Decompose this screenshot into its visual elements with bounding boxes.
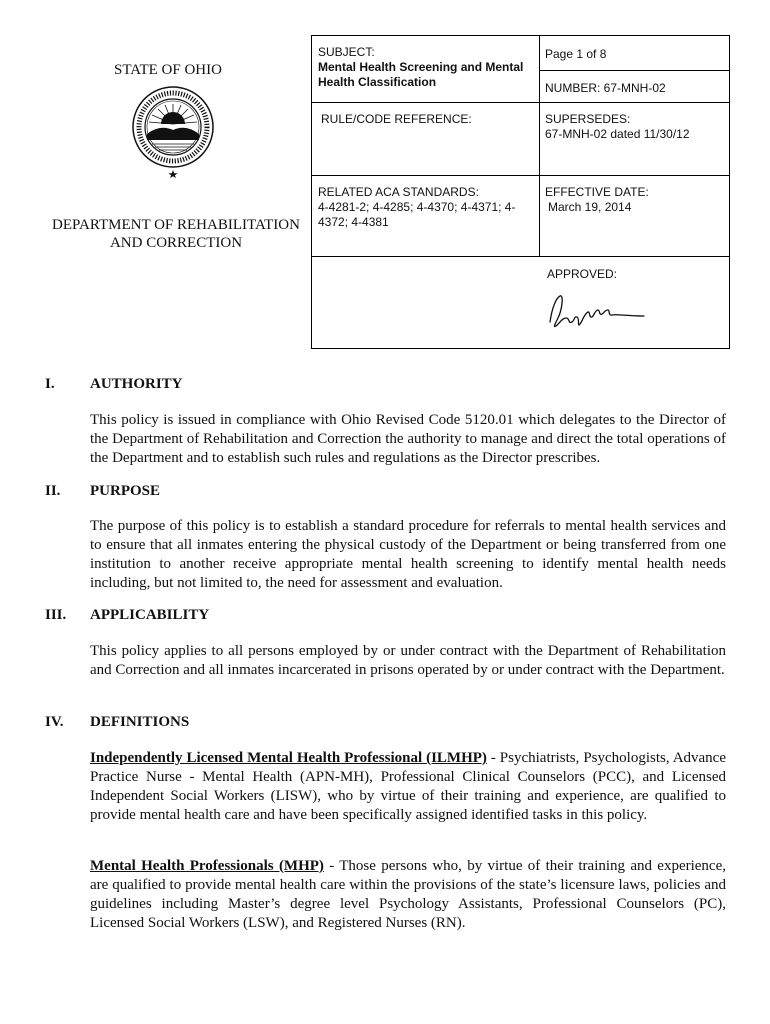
department-name: DEPARTMENT OF REHABILITATION AND CORRECTION	[52, 217, 300, 251]
authority-paragraph: This policy is issued in compliance with Ohio Revised Code 5120.01 which delegates to the Director of the Department of Rehabilitation and Correction the authority to manage and direct the total operations of the Department and to establish such rules and regulations as the Director prescribes.	[90, 412, 726, 466]
section-heading-authority	[45, 376, 183, 393]
section-title: DEFINITIONS	[90, 714, 190, 730]
effective-date-value: March 19, 2014	[548, 200, 632, 214]
definition-term: Independently Licensed Mental Health Professional (ILMHP)	[90, 750, 487, 766]
section-heading-definitions	[45, 714, 189, 731]
definition-term: Mental Health Professionals (MHP)	[90, 858, 324, 874]
definition-ilmhp	[90, 749, 726, 825]
definition-text: - Those persons who, by virtue of their training and experience, are qualified to provide mental health care within the provisions of the state’s licensure laws, policies and guidelines including Master’s degree level Psychology Assistants, Professional Counselors (PC), Licensed Social Workers (LSW), and Registered Nurses (RN).	[90, 858, 726, 931]
director-signature	[544, 288, 654, 338]
aca-standards-value: 4-4281-2; 4-4285; 4-4370; 4-4371; 4-4372; 4-4381	[318, 200, 516, 229]
aca-standards-label: RELATED ACA STANDARDS:	[318, 185, 479, 199]
rule-code-label: RULE/CODE REFERENCE:	[321, 112, 472, 126]
section-heading-purpose	[45, 483, 160, 500]
section-title: APPLICABILITY	[90, 607, 210, 623]
definition-text: - Psychiatrists, Psychologists, Advance Practice Nurse - Mental Health (APN-MH), Professional Clinical Counselors (PCC), and Licensed Independent Social Workers (LISW), who by virtue of their training and experience, are qualified to provide mental health care and have been specifically assigned identified tasks in this policy.	[90, 750, 726, 823]
section-number: III.	[45, 607, 67, 623]
ohio-department-seal-icon	[130, 84, 216, 178]
subject-label: SUBJECT:	[318, 45, 375, 59]
purpose-paragraph: The purpose of this policy is to establish a standard procedure for referrals to mental health services and to ensure that all inmates entering the physical custody of the Department or being transferred from one institution to another receive appropriate mental health screening to identify mental health needs including, but not limited to, the need for assessment and evaluation.	[90, 518, 726, 591]
supersedes-label: SUPERSEDES:	[545, 112, 631, 126]
section-heading-applicability	[45, 607, 209, 624]
supersedes-value: 67-MNH-02 dated 11/30/12	[545, 127, 690, 141]
section-title: AUTHORITY	[90, 376, 183, 392]
policy-number: NUMBER: 67-MNH-02	[545, 81, 666, 95]
applicability-paragraph: This policy applies to all persons employed by or under contract with the Department of Rehabilitation and Correction and all inmates incarcerated in prisons operated by or under contract with the Department.	[90, 643, 726, 678]
state-name: STATE OF OHIO	[114, 62, 222, 78]
approved-label: APPROVED:	[547, 267, 618, 281]
section-title: PURPOSE	[90, 483, 161, 499]
page-count: Page 1 of 8	[545, 47, 607, 61]
header-info-table	[311, 35, 730, 349]
section-number: IV.	[45, 714, 64, 730]
effective-date-label: EFFECTIVE DATE:	[545, 185, 649, 199]
subject-value: Mental Health Screening and Mental Health Classification	[318, 60, 524, 89]
definition-mhp	[90, 857, 726, 933]
section-number: I.	[45, 376, 55, 392]
section-number: II.	[45, 483, 61, 499]
